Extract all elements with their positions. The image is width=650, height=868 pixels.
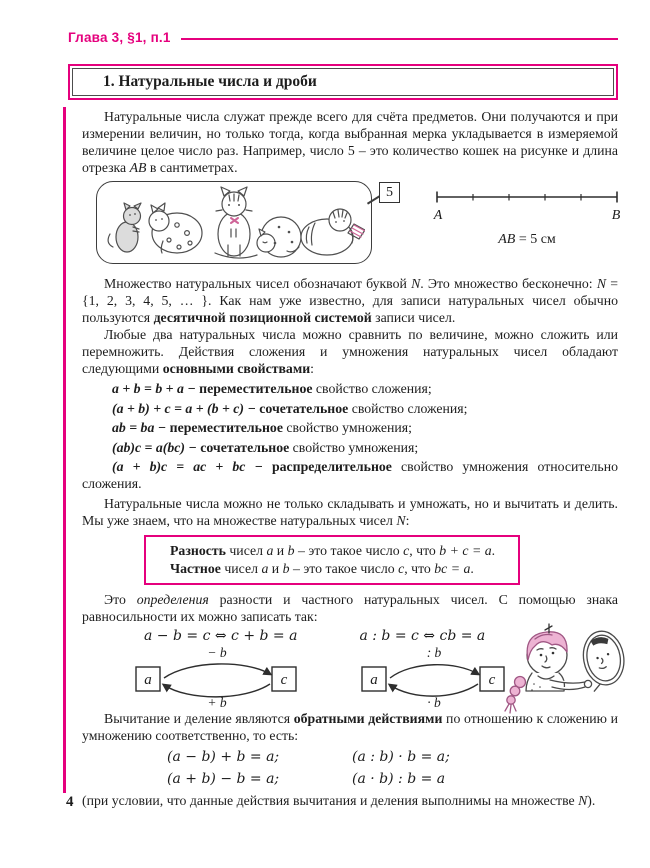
equivalence-subtraction: a − b = c ⇔ c + b = a	[144, 627, 298, 644]
paragraph-condition: (при условии, что данные действия вычитания и деления выполнимы на множестве N).	[82, 792, 596, 808]
inverse-eq-3: (a + b) − b = a;	[167, 770, 280, 787]
inverse-eq-2: (a : b) · b = a;	[352, 748, 450, 765]
equivalence-division: a : b = c ⇔ cb = a	[359, 627, 486, 644]
arrow-minus-b	[164, 663, 270, 677]
property-commutative-addition: a + b = b + a − переместительное свойство сложения;	[112, 381, 432, 396]
inverse-eq-1: (a − b) + b = a;	[167, 748, 280, 765]
property-distributive: (a + b)c = ac + bc − распределительное свойство умножения относительно сложения.	[82, 459, 618, 491]
figure-cats-and-segment	[82, 181, 621, 269]
inverse-equations-grid	[122, 746, 618, 790]
girl-with-mirror-illustration	[490, 612, 640, 718]
section-title: 1. Натуральные числа и дроби	[72, 68, 614, 96]
diagram-bottom-label: · b	[427, 694, 441, 710]
diagram-top-label: − b	[207, 645, 227, 660]
equivalence-zone	[82, 628, 618, 710]
section-title-box	[68, 64, 618, 100]
cats-figure	[96, 181, 408, 269]
paragraph-subtract-divide: Натуральные числа можно не только складывать и умножать, но и вычитать и делить. Мы уже знаем, что на множестве натуральных чисел N:	[82, 495, 618, 528]
page-content	[82, 108, 621, 809]
paragraph-definitions: Это определения разности и частного натуральных чисел. С помощью знака равносильности их можно записать так:	[82, 591, 618, 624]
diagram-letter-a: a	[144, 671, 152, 688]
paragraph-set-n: Множество натуральных чисел обозначают буквой N. Это множество бесконечно: N = {1, 2, 3, 4, 5, … }. Как нам уже известно, для записи натуральных чисел обычно пользуются десятичной позиционной системой записи чисел.	[82, 276, 618, 325]
diagram-letter-c: c	[488, 671, 496, 688]
property-associative-multiplication: (ab)c = a(bc) − сочетательное свойство умножения;	[112, 439, 419, 455]
segment-caption: AB = 5 см	[498, 232, 556, 247]
point-b-label: B	[611, 208, 621, 223]
page-number: 4	[66, 794, 74, 810]
property-commutative-multiplication: ab = ba − переместительное свойство умножения;	[112, 420, 412, 435]
definition-box	[144, 535, 520, 585]
diagram-subtraction	[130, 646, 302, 710]
inverse-eq-4: (a · b) : b = a	[352, 770, 446, 787]
definition-difference: Разность чисел a и b – это такое число c, что b + c = a.	[170, 542, 496, 558]
left-accent-rule	[63, 107, 66, 793]
diagram-bottom-label: + b	[207, 694, 227, 710]
callout-count-box: 5	[379, 182, 400, 203]
chapter-label: Глава 3, §1, п.1	[68, 30, 171, 45]
cats-box	[96, 181, 372, 264]
point-a-label: A	[433, 208, 443, 223]
property-associative-addition: (a + b) + c = a + (b + c) − сочетательное свойство сложения;	[112, 400, 468, 416]
segment-svg	[430, 186, 624, 224]
cats-illustration-icon	[103, 185, 365, 261]
chapter-header	[68, 30, 618, 45]
diagram-division	[358, 646, 508, 710]
paragraph-operations: Любые два натуральных числа можно сравнить по величине, можно сложить или перемножить. Действия сложения и умножения натуральных чисел обладают следующими основными свойствами:	[82, 327, 618, 376]
properties-list	[82, 380, 618, 492]
diagram-top-label: : b	[426, 645, 442, 660]
segment-figure	[430, 181, 624, 269]
arrow-div-b	[390, 664, 478, 677]
chapter-rule-line	[181, 38, 618, 40]
paragraph-natural-numbers: Натуральные числа служат прежде всего для счёта предметов. Они получаются и при измерении величин, но только тогда, когда выбранная мерка укладывается в измеряемой величине целое число раз. Например, число 5 – это количество кошек на рисунке и длина отрезка AB в сантиметрах.	[82, 109, 618, 175]
definition-quotient: Частное чисел a и b – это такое число c, что bc = a.	[170, 560, 474, 576]
diagram-letter-c: c	[280, 671, 288, 688]
diagram-letter-a: a	[370, 671, 378, 688]
paragraph-inverse-operations: Вычитание и деление являются обратными действиями по отношению к сложению и умножению соответственно, то есть:	[82, 710, 618, 743]
